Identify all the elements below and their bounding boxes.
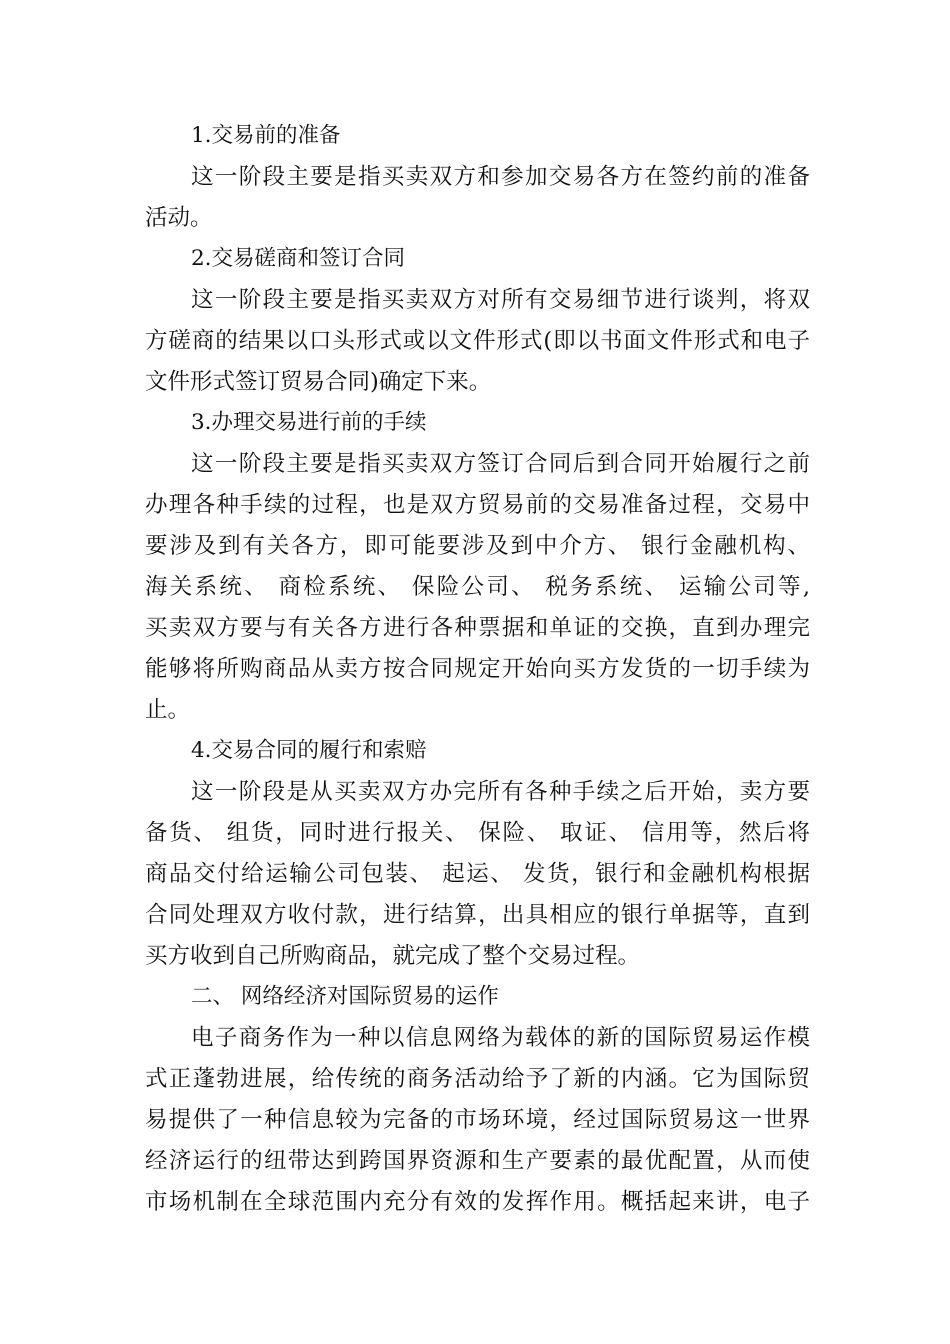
paragraph-line: 方磋商的结果以口头形式或以文件形式(即以书面文件形式和电子 — [145, 328, 810, 354]
paragraph-line: 要涉及到有关各方，即可能要涉及到中介方、 银行金融机构、 — [145, 533, 810, 559]
paragraph-line: 这一阶段主要是指买卖双方签订合同后到合同开始履行之前 — [191, 451, 810, 477]
paragraph-line: 买方收到自己所购商品，就完成了整个交易过程。 — [145, 943, 641, 969]
paragraph-line: 电子商务作为一种以信息网络为载体的新的国际贸易运作模 — [191, 1025, 810, 1051]
paragraph-line: 备货、 组货，同时进行报关、 保险、 取证、 信用等，然后将 — [145, 820, 810, 846]
paragraph-line: 海关系统、 商检系统、 保险公司、 税务系统、 运输公司等, — [145, 574, 810, 600]
section-heading-part-2: 二、 网络经济对国际贸易的运作 — [191, 984, 499, 1009]
paragraph-line: 市场机制在全球范围内充分有效的发挥作用。概括起来讲，电子 — [145, 1189, 810, 1215]
paragraph-line: 这一阶段主要是指买卖双方和参加交易各方在签约前的准备 — [191, 164, 810, 190]
paragraph-line: 办理各种手续的过程，也是双方贸易前的交易准备过程，交易中 — [145, 492, 810, 518]
paragraph-line: 商品交付给运输公司包装、 起运、 发货，银行和金融机构根据 — [145, 861, 810, 887]
section-heading-4: 4.交易合同的履行和索赔 — [191, 738, 427, 763]
section-heading-2: 2.交易磋商和签订合同 — [191, 246, 406, 271]
paragraph-line: 式正蓬勃进展，给传统的商务活动给予了新的内涵。它为国际贸 — [145, 1066, 810, 1092]
paragraph-line: 这一阶段是从买卖双方办完所有各种手续之后开始，卖方要 — [191, 779, 810, 805]
section-heading-1: 1.交易前的准备 — [191, 123, 341, 148]
paragraph-line: 止。 — [145, 697, 191, 723]
paragraph-line: 合同处理双方收付款，进行结算，出具相应的银行单据等，直到 — [145, 902, 810, 928]
paragraph-line: 文件形式签订贸易合同)确定下来。 — [145, 369, 492, 395]
section-heading-3: 3.办理交易进行前的手续 — [191, 410, 427, 435]
paragraph-line: 活动。 — [145, 205, 213, 231]
paragraph-line: 能够将所购商品从卖方按合同规定开始向买方发货的一切手续为 — [145, 656, 810, 682]
paragraph-line: 易提供了一种信息较为完备的市场环境，经过国际贸易这一世界 — [145, 1107, 810, 1133]
paragraph-line: 买卖双方要与有关各方进行各种票据和单证的交换，直到办理完 — [145, 615, 810, 641]
paragraph-line: 这一阶段主要是指买卖双方对所有交易细节进行谈判，将双 — [191, 287, 810, 313]
paragraph-line: 经济运行的纽带达到跨国界资源和生产要素的最优配置，从而使 — [145, 1148, 810, 1174]
